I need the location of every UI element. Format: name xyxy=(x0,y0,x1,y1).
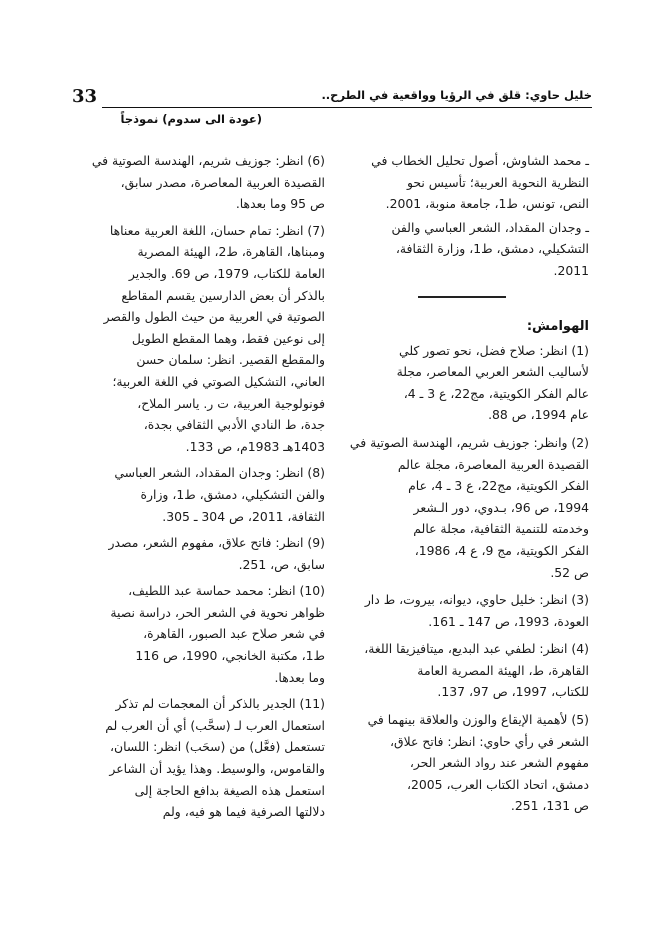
left-column xyxy=(73,150,325,828)
footnote-1: (1) انظر: صلاح فضل، نحو تصور كلي لأساليب الشعر العربي المعاصر، مجلة عالم الفكر الكويتية، مج22، ع 3 ـ 4، عام 1994، ص 88. xyxy=(396,342,589,423)
running-subtitle: (عودة الى سدوم) نموذجاً xyxy=(120,112,262,126)
footnote-7: (7) انظر: تمام حسان، اللغة العربية معناها ومبناها، القاهرة، ط2، الهيئة المصرية العامة للكتاب، 1979، ص 69. والجدير بالذكر أن بعض الدارسين يقسم المقاطع الصوتية في العربية من حيث الطول والقصر إلى نوعين فقط، وهما المقطع الطويل والمقطع القصير. انظر: سلمان حسن العاني، التشكيل الصوتي في اللغة العربية؛ فونولوجية العربية، ت ر. ياسر الملاح، جدة، ط النادي الأدبي الثقافي بجدة، 1403هـ 1983م، ص 133. xyxy=(103,222,325,454)
right-column xyxy=(335,150,589,823)
header-rule xyxy=(102,107,592,108)
notes-heading: الهوامش: xyxy=(526,318,589,334)
reference-entry: ـ محمد الشاوش، أصول تحليل الخطاب في النظرية النحوية العربية؛ تأسيس نحو النص، تونس، ط1، جامعة منوبة، 2001. xyxy=(371,153,589,212)
running-title: خليل حاوي: قلق في الرؤيا وواقعية في الطرح.. xyxy=(321,88,592,102)
footnote-2: (2) وانظر: جوزيف شريم، الهندسة الصوتية في القصيدة العربية المعاصرة، مجلة عالم الفكر الكويتية، مج22، ع 3 ـ 4، عام 1994، ص 96، بـدوي، دور الـشعر وخدمته للتنمية الثقافية، مجلة عالم الفكر الكويتية، مج 9، ع 4، 1986، ص 52. xyxy=(349,434,589,580)
footnote-3: (3) انظر: خليل حاوي، ديوانه، بيروت، ط دار العودة، 1993، ص 147 ـ 161. xyxy=(364,592,589,629)
page-number: 33 xyxy=(72,86,98,107)
section-divider xyxy=(418,296,506,298)
footnote-4: (4) انظر: لطفي عبد البديع، ميتافيزيقا اللغة، القاهرة، ط، الهيئة المصرية العامة للكتاب، 1997، ص 97، 137. xyxy=(364,641,589,700)
footnote-5: (5) لأهمية الإيقاع والوزن والعلاقة بينهما في الشعر في رأي حاوي: انظر: فاتح علاق، مفهوم الشعر عند رواد الشعر الحر، دمشق، اتحاد الكتاب العرب، 2005، ص 131، 251. xyxy=(367,712,589,814)
footnote-8: (8) انظر: وجدان المقداد، الشعر العباسي والفن التشكيلي، دمشق، ط1، وزارة الثقافة، 2011، ص 304 ـ 305. xyxy=(114,465,325,524)
footnote-9: (9) انظر: فاتح علاق، مفهوم الشعر، مصدر سابق، ص، 251. xyxy=(108,535,325,572)
footnote-6: (6) انظر: جوزيف شريم، الهندسة الصوتية في القصيدة العربية المعاصرة، مصدر سابق، ص 95 وما بعدها. xyxy=(91,153,325,212)
reference-entry: ـ وجدان المقداد، الشعر العباسي والفن التشكيلي، دمشق، ط1، وزارة الثقافة، 2011. xyxy=(391,219,589,278)
running-header xyxy=(72,82,592,134)
footnote-11: (11) الجدير بالذكر أن المعجمات لم تذكر استعمال العرب لـ (سحَّب) أي أن العرب لم تستعمل (فعَّل) من (سحَب) انظر: اللسان، والقاموس، والوسيط. وهذا يؤيد أن الشاعر استعمل هذه الصيغة بدافع الحاجة إلى دلالتها الصرفية فيما هو فيه، ولم xyxy=(105,696,325,820)
footnote-10: (10) انظر: محمد حماسة عبد اللطيف، ظواهر نحوية في الشعر الحر، دراسة نصية في شعر صلاح عبد الصبور، القاهرة، ط1، مكتبة الخانجي، 1990، ص 116 وما بعدها. xyxy=(110,583,325,685)
